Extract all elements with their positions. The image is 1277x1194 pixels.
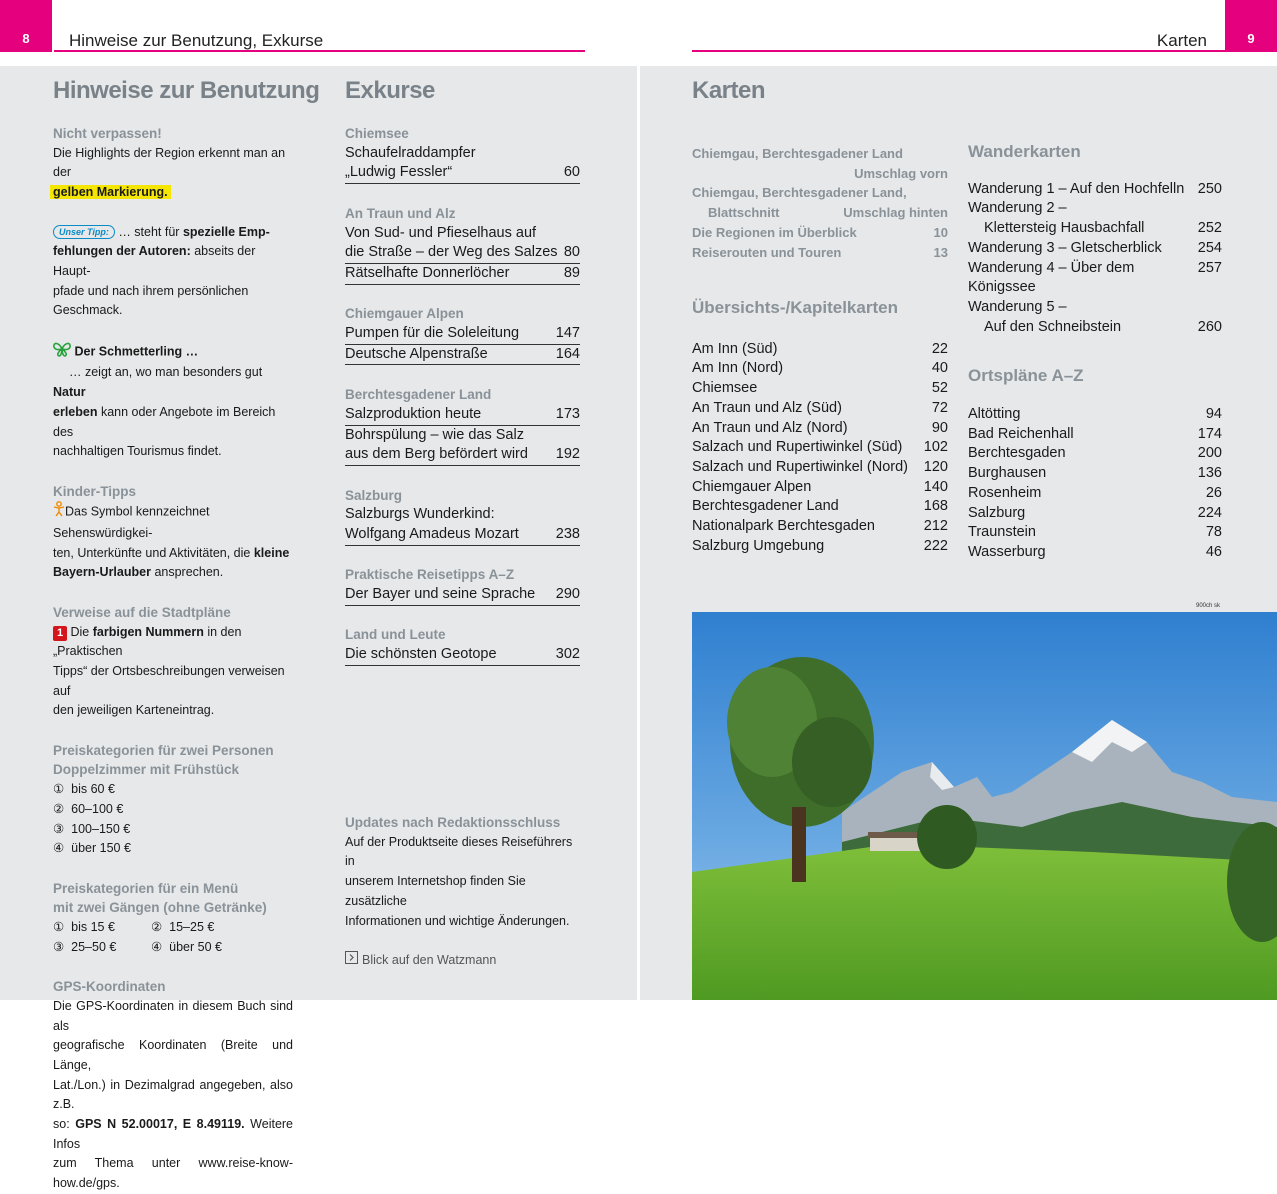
exkurs-entry	[345, 505, 580, 525]
updates-text-2: unserem Internetshop finden Sie zusätzliche	[345, 874, 526, 908]
right-page-number: 9	[1247, 31, 1255, 46]
orts-entry	[968, 523, 1222, 543]
wander-entry	[968, 318, 1222, 338]
exkurs-group	[345, 385, 580, 466]
preis-item: ② 60–100 €	[53, 801, 124, 816]
orts-entry	[968, 543, 1222, 563]
orts-entry	[968, 484, 1222, 504]
menu-heading-2: mit zwei Gängen (ohne Getränke)	[53, 900, 267, 916]
map-page: 140	[923, 478, 948, 495]
left-page-number: 8	[22, 31, 30, 46]
exkurs-page: 60	[563, 164, 580, 181]
exkurs-entry	[345, 324, 580, 345]
exkurs-title: Von Sud- und Pfieselhaus auf	[345, 224, 537, 241]
updates-text-1: Auf der Produktseite dieses Reiseführers in	[345, 834, 573, 869]
verweise-text-2: in den „Praktischen	[53, 624, 242, 659]
schm-bold-2: erleben	[53, 404, 98, 419]
map-ref-label: Reiserouten und Touren	[692, 244, 842, 260]
wander-page: 252	[1197, 220, 1222, 237]
left-running-header: Hinweise zur Benutzung, Exkurse	[69, 31, 324, 50]
map-ref-page: 13	[933, 244, 948, 260]
exkurs-page: 302	[555, 646, 580, 663]
exkurs-title: Schaufelraddampfer	[345, 144, 476, 161]
verweise-bold: farbigen Nummern	[92, 624, 204, 639]
orts-entry	[968, 444, 1222, 464]
town-name: Salzburg	[968, 504, 1026, 521]
exkurs-title: Salzproduktion heute	[345, 405, 482, 422]
wander-page: 257	[1197, 259, 1222, 276]
wander-entry	[968, 298, 1222, 318]
map-ref-page: Umschlag vorn	[854, 165, 948, 181]
uebersicht-entry	[692, 537, 948, 557]
map-page: 72	[931, 399, 948, 416]
town-page: 224	[1197, 504, 1222, 521]
map-ref-page: 10	[933, 224, 948, 240]
map-ref-label: Chiemgau, Berchtesgadener Land	[692, 146, 903, 161]
exkurs-title: Deutsche Alpenstraße	[345, 345, 488, 362]
wander-list	[968, 180, 1222, 338]
orts-entry	[968, 464, 1222, 484]
map-page: 22	[931, 340, 948, 357]
wander-entry	[968, 219, 1222, 239]
town-name: Berchtesgaden	[968, 445, 1066, 462]
uebersicht-entry	[692, 419, 948, 439]
town-page: 174	[1197, 425, 1222, 442]
exkurs-group-heading: Salzburg	[345, 487, 403, 503]
exkurs-entry	[345, 585, 580, 606]
map-name: Salzach und Rupertiwinkel (Süd)	[692, 439, 903, 456]
kinder-heading: Kinder-Tipps	[53, 483, 137, 499]
exkurs-page: 173	[555, 405, 580, 422]
exkurse-list	[345, 124, 580, 666]
exkurs-entry	[345, 445, 580, 466]
gps-text-4b: Weitere Infos	[53, 1117, 294, 1151]
town-name: Traunstein	[968, 524, 1036, 541]
exkurs-group	[345, 625, 580, 665]
exkurs-group	[345, 124, 580, 184]
map-ref-label: Chiemgau, Berchtesgadener Land,	[692, 185, 907, 201]
exkurs-entry	[345, 144, 580, 164]
gps-text-3: Lat./Lon.) in Dezimalgrad angegeben, also z.B.	[53, 1077, 293, 1112]
tipp-text-2: abseits der Haupt-	[53, 244, 256, 278]
exkurs-page: 80	[563, 244, 580, 261]
updates-heading: Updates nach Redaktionsschluss	[345, 815, 561, 830]
map-page: 52	[931, 380, 948, 397]
wander-page: 250	[1197, 180, 1222, 197]
wander-page: 260	[1197, 318, 1222, 335]
wander-name: Wanderung 5 –	[968, 298, 1067, 315]
menu-item: ④ über 50 €	[151, 939, 222, 954]
arrow-box-icon	[345, 951, 358, 971]
town-page: 94	[1205, 406, 1222, 423]
exkurs-group	[345, 486, 580, 546]
uebersicht-list	[692, 340, 948, 557]
exkurs-title: Salzburgs Wunderkind:	[345, 506, 495, 523]
unser-tipp-badge-icon: Unser Tipp:	[53, 225, 115, 239]
wander-page: 254	[1197, 239, 1222, 256]
map-page: 212	[923, 518, 948, 535]
exkurs-title: Pumpen für die Soleleitung	[345, 325, 520, 341]
child-icon	[53, 501, 65, 524]
karten-title: Karten	[692, 77, 766, 104]
town-page: 78	[1205, 524, 1222, 541]
wander-entry	[968, 180, 1222, 200]
menu-item: ① bis 15 €	[53, 920, 115, 935]
town-name: Bad Reichenhall	[968, 425, 1074, 442]
uebersicht-entry	[692, 340, 948, 360]
exkurs-group-heading: Chiemsee	[345, 126, 409, 141]
schm-text-2: kann oder Angebote im Bereich des	[53, 404, 276, 439]
exkurs-title: Der Bayer und seine Sprache	[345, 586, 536, 603]
orts-entry	[968, 425, 1222, 445]
menu-item: ② 15–25 €	[151, 920, 215, 935]
map-name: An Traun und Alz (Nord)	[692, 419, 848, 436]
exkurs-title: die Straße – der Weg des Salzes	[345, 244, 558, 261]
map-name: Am Inn (Nord)	[692, 360, 784, 377]
exkurs-page: 147	[555, 325, 580, 341]
exkurs-group-heading: Land und Leute	[345, 627, 446, 643]
updates-block	[345, 813, 580, 971]
map-name: Salzburg Umgebung	[692, 537, 825, 554]
exkurs-page: 238	[555, 526, 580, 542]
map-name: Chiemsee	[692, 380, 758, 397]
wander-name: Auf den Schneibstein	[984, 318, 1122, 335]
schm-text-3: nachhaltigen Tourismus findet.	[53, 444, 222, 459]
exkurs-entry	[345, 426, 580, 446]
hinweise-column	[53, 124, 293, 1194]
exkurs-entry	[345, 243, 580, 264]
kinder-bold-2: Bayern-Urlauber	[53, 565, 151, 580]
exkurs-page: 290	[555, 586, 580, 603]
menu-heading-1: Preiskategorien für ein Menü	[53, 880, 239, 896]
right-page-number-tab	[1225, 0, 1277, 52]
uebersicht-entry	[692, 359, 948, 379]
exkurs-group-heading: Chiemgauer Alpen	[345, 306, 464, 322]
map-page: 222	[923, 537, 948, 554]
orts-entry	[968, 405, 1222, 425]
exkurs-group-heading: Berchtesgadener Land	[345, 387, 492, 403]
map-page: 168	[923, 498, 948, 515]
map-ref-page: Umschlag hinten	[843, 205, 948, 221]
preis-heading-1: Preiskategorien für zwei Personen	[53, 742, 274, 758]
town-page: 46	[1205, 543, 1222, 560]
exkurs-group	[345, 204, 580, 285]
wander-name: Wanderung 1 – Auf den Hochfelln	[968, 180, 1185, 197]
town-page: 136	[1197, 465, 1222, 482]
exkurs-group	[345, 304, 580, 365]
kinder-text-3: ansprechen.	[154, 565, 224, 580]
town-name: Burghausen	[968, 465, 1047, 482]
wander-entry	[968, 239, 1222, 259]
map-name: Salzach und Rupertiwinkel (Nord)	[692, 458, 908, 475]
tipp-bold-1: spezielle Emp-	[182, 224, 270, 239]
town-name: Altötting	[968, 406, 1021, 423]
tipp-bold-2: fehlungen der Autoren:	[53, 244, 191, 259]
verweise-heading: Verweise auf die Stadtpläne	[53, 604, 231, 620]
exkurs-title: aus dem Berg befördert wird	[345, 446, 528, 463]
tipp-text-3: pfade und nach ihrem persönlichen Geschmack.	[53, 283, 249, 318]
exkurs-entry	[345, 645, 580, 666]
exkurs-page: 192	[555, 446, 580, 463]
uebersicht-entry	[692, 458, 948, 478]
menu-item: ③ 25–50 €	[53, 939, 117, 954]
map-name: Berchtesgadener Land	[692, 498, 839, 515]
tipp-text-1: … steht für	[118, 224, 180, 239]
exkurs-title: Die schönsten Geotope	[345, 646, 497, 663]
map-page: 40	[931, 360, 948, 377]
exkurs-title: Wolfgang Amadeus Mozart	[345, 526, 519, 542]
gps-text-5: zum Thema unter www.reise-know-how.de/gps.	[53, 1156, 293, 1191]
preis-menu	[53, 879, 293, 958]
hinweise-title: Hinweise zur Benutzung	[53, 77, 320, 104]
gps-text-1: Die GPS-Koordinaten in diesem Buch sind als	[53, 998, 293, 1033]
kinder-paragraph	[53, 482, 293, 584]
uebersicht-heading: Übersichts-/Kapitelkarten	[692, 298, 898, 317]
preis-item: ① bis 60 €	[53, 782, 115, 797]
orts-heading: Ortspläne A–Z	[968, 366, 1084, 386]
photo-credit: 900ch sk	[1196, 603, 1221, 609]
gps-heading: GPS-Koordinaten	[53, 979, 166, 995]
uebersicht-block	[692, 298, 948, 556]
verweise-text-3: Tipps“ der Ortsbeschreibungen verweisen auf	[53, 663, 285, 698]
map-page: 120	[923, 458, 948, 475]
town-page: 26	[1205, 484, 1222, 501]
preis-item: ④ über 150 €	[53, 841, 131, 856]
schm-text-1: … zeigt an, wo man besonders gut	[69, 365, 263, 380]
town-name: Rosenheim	[968, 484, 1042, 501]
map-name: Am Inn (Süd)	[692, 340, 778, 357]
nicht-verpassen-text: Die Highlights der Region erkennt man an der	[53, 145, 286, 180]
exkurs-entry	[345, 224, 580, 244]
kinder-text-2: ten, Unterkünfte und Aktivitäten, die	[53, 545, 251, 560]
wander-name: Wanderung 3 – Gletscherblick	[968, 239, 1162, 256]
exkurs-title: Rätselhafte Donnerlöcher	[345, 264, 510, 281]
exkurs-title: Bohrspülung – wie das Salz	[345, 426, 524, 443]
kinder-text-1: Das Symbol kennzeichnet Sehenswürdigkei-	[53, 504, 210, 541]
map-name: An Traun und Alz (Süd)	[692, 399, 842, 416]
uebersicht-entry	[692, 379, 948, 399]
schmetterling-paragraph	[53, 341, 293, 462]
exkurs-entry	[345, 405, 580, 426]
exkurs-group-heading: Praktische Reisetipps A–Z	[345, 567, 515, 583]
map-ref-label: Blattschnitt	[708, 205, 780, 221]
map-page: 90	[931, 419, 948, 436]
wander-entry	[968, 199, 1222, 219]
exkurs-group-heading: An Traun und Alz	[345, 205, 456, 221]
exkurs-page: 164	[555, 345, 580, 362]
schmetterling-heading: Der Schmetterling …	[74, 344, 199, 359]
verweise-paragraph	[53, 603, 293, 721]
uebersicht-entry	[692, 438, 948, 458]
wander-name: Wanderung 2 –	[968, 200, 1067, 217]
gps-text-2: geografische Koordinaten (Breite und Länge,	[53, 1038, 293, 1072]
exkurs-page: 89	[563, 264, 580, 281]
right-running-header: Karten	[1156, 31, 1207, 50]
verweise-text-4: den jeweiligen Karteneintrag.	[53, 703, 215, 718]
uebersicht-entry	[692, 478, 948, 498]
left-page-number-tab	[0, 0, 52, 52]
wander-heading: Wanderkarten	[968, 142, 1081, 161]
schm-bold-1: Natur	[53, 385, 86, 400]
orts-entry	[968, 504, 1222, 524]
watzmann-photo	[692, 612, 1277, 1000]
exkurs-group	[345, 565, 580, 605]
karten-front-list	[692, 144, 948, 262]
preis-heading-2: Doppelzimmer mit Frühstück	[53, 762, 240, 778]
updates-text-3: Informationen und wichtige Änderungen.	[345, 913, 570, 928]
map-page: 102	[923, 439, 948, 456]
left-header-rule	[54, 50, 585, 52]
wander-name: Wanderung 4 – Über dem Königssee	[968, 259, 1135, 296]
orts-list	[968, 405, 1222, 563]
kinder-bold-1: kleine	[253, 545, 290, 560]
exkurs-title: „Ludwig Fessler“	[345, 164, 453, 181]
map-ref-label: Die Regionen im Überblick	[692, 224, 857, 240]
map-name: Nationalpark Berchtesgaden	[692, 518, 875, 535]
gps-text-4a: so:	[53, 1117, 70, 1132]
wander-block	[968, 142, 1222, 563]
tipp-paragraph	[53, 223, 293, 322]
exkurs-entry	[345, 525, 580, 546]
exkurs-entry	[345, 264, 580, 285]
uebersicht-entry	[692, 399, 948, 419]
preis-item: ③ 100–150 €	[53, 821, 131, 836]
uebersicht-entry	[692, 517, 948, 537]
nicht-verpassen-heading: Nicht verpassen!	[53, 126, 162, 141]
uebersicht-entry	[692, 497, 948, 517]
verweise-text-1: Die	[70, 624, 90, 639]
right-header-rule	[692, 50, 1225, 52]
exkurs-entry	[345, 345, 580, 366]
exkurs-entry	[345, 163, 580, 184]
photo-caption: Blick auf den Watzmann	[362, 953, 497, 968]
butterfly-icon	[53, 341, 71, 364]
map-name: Chiemgauer Alpen	[692, 478, 812, 495]
town-name: Wasserburg	[968, 543, 1046, 560]
wander-entry	[968, 259, 1222, 298]
gps-bold: GPS N 52.00017, E 8.49119.	[75, 1117, 245, 1132]
wander-name: Klettersteig Hausbachfall	[984, 220, 1145, 237]
red-number-badge-icon: 1	[53, 626, 67, 641]
gps-paragraph	[53, 977, 293, 1194]
exkurse-title: Exkurse	[345, 77, 435, 104]
preis-zimmer	[53, 741, 293, 859]
town-page: 200	[1197, 445, 1222, 462]
highlight-marker: gelben Markierung.	[50, 185, 171, 199]
